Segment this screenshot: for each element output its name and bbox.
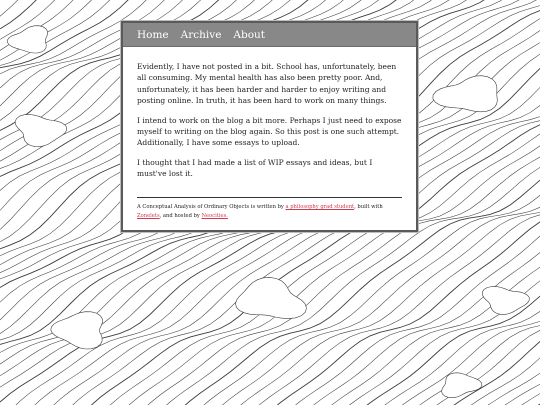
footer-text-3: , and hosted by [159,212,202,219]
contour-peak [8,26,48,53]
blog-post-card [121,21,418,232]
footer-text-1: A Conceptual Analysis of Ordinary Objects is written by [137,203,286,210]
contour-peak [482,287,529,315]
nav-home-link[interactable]: Home [137,28,169,41]
post-content [123,47,416,221]
nav-archive-link[interactable]: Archive [180,28,222,41]
footer-divider [137,197,402,198]
site-footer [137,203,402,221]
contour-peak [15,115,67,147]
neocities-link[interactable]: Neocities. [201,212,228,219]
zonelets-link[interactable]: Zonelets [137,212,160,219]
contour-peak [433,76,497,112]
nav-about-link[interactable]: About [233,28,266,41]
post-paragraph-3: I thought that I had made a list of WIP essays and ideas, but I must've lost it. [137,157,373,179]
contour-peak [51,312,103,349]
top-nav [123,23,416,47]
author-link[interactable]: a philosophy grad student [285,203,355,210]
contour-peak [442,373,482,398]
footer-text-2: , built with [354,203,383,210]
post-paragraph-1: Evidently, I have not posted in a bit. School has, unfortunately, been all consuming. My mental health has also been pretty poor. And, unfortunately, it has been harder and harder to enjoy writing and posting online. In truth, it has been hard to work on many things. [137,62,397,106]
post-paragraph-2: I intend to work on the blog a bit more. Perhaps I just need to expose myself to writing on the blog again. So this post is one such attempt. Additionally, I have some essays to upload. [137,115,402,148]
contour-peak [236,277,307,318]
